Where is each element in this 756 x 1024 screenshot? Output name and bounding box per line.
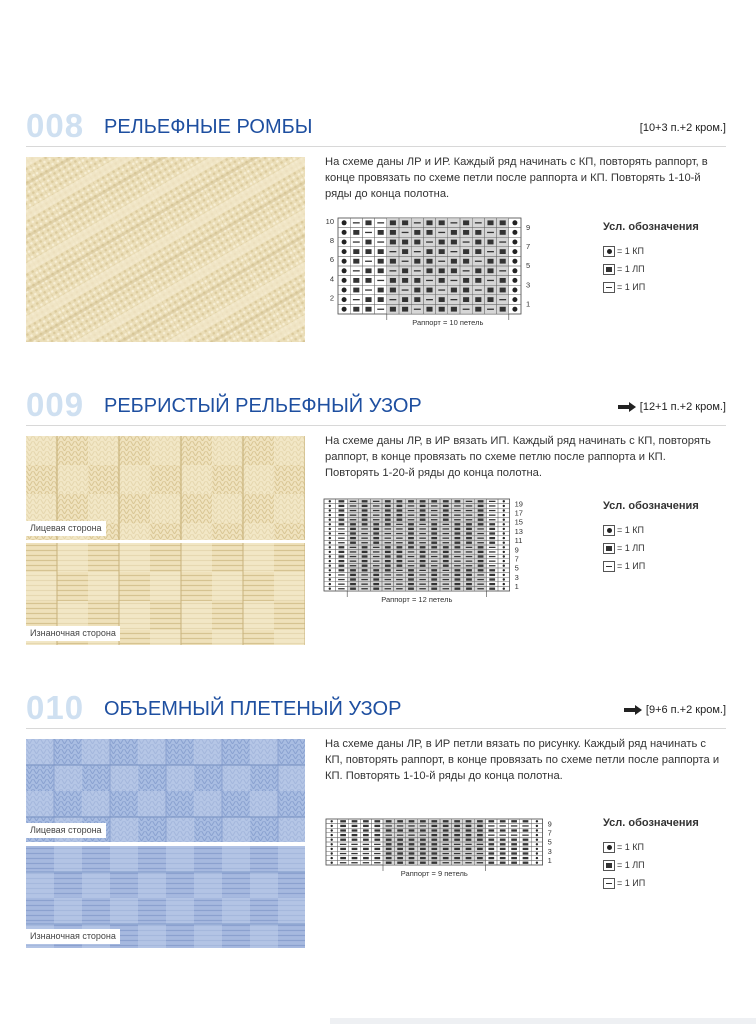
row-label-right: 9 <box>514 545 519 555</box>
knit-photo-front <box>26 436 305 540</box>
row-label-right: 7 <box>526 242 531 251</box>
pattern-section-010 <box>0 690 756 950</box>
row-label-left: 10 <box>325 216 334 226</box>
photo-caption: Лицевая сторона <box>26 823 106 838</box>
knitting-chart <box>318 497 548 616</box>
row-label-left: 4 <box>329 274 334 284</box>
row-label-right: 1 <box>526 299 531 309</box>
row-label-left: 2 <box>329 293 334 303</box>
chart-grid <box>318 817 552 887</box>
row-label-right: 9 <box>547 819 552 829</box>
section-header <box>26 108 726 148</box>
row-label-right: 17 <box>514 508 523 518</box>
legend-title: Усл. обозначения <box>603 221 699 233</box>
row-label-right: 19 <box>514 499 523 509</box>
knit-photo-front <box>26 739 305 842</box>
row-label-left: 8 <box>329 236 334 245</box>
header-divider <box>26 425 726 426</box>
stitch-count-text: [10+3 п.+2 кром.] <box>639 122 726 134</box>
pattern-section-009 <box>0 387 756 647</box>
pattern-number: 009 <box>26 386 85 423</box>
edge-stitch-icon <box>603 525 615 536</box>
pattern-description: На схеме даны ЛР и ИР. Каждый ряд начинать с КП, повторять раппорт, в конце провязать по схеме петли после раппорта и КП. Повторять 1-10-й ряды до конца полотна. <box>325 156 708 200</box>
stitch-count <box>618 400 726 414</box>
row-label-right: 1 <box>547 856 552 866</box>
knit-photo-back <box>26 543 305 645</box>
knit-stitch-icon <box>603 543 615 554</box>
purl-stitch-icon <box>603 561 615 572</box>
knit-stitch-icon <box>603 264 615 275</box>
stitch-count-text: [9+6 п.+2 кром.] <box>645 704 726 716</box>
legend-item-lp: = 1 ЛП <box>603 260 699 278</box>
pattern-section-008 <box>0 108 756 348</box>
knit-stitch-icon <box>603 860 615 871</box>
row-label-right: 5 <box>526 261 531 271</box>
arrow-right-icon <box>618 402 636 412</box>
row-label-right: 3 <box>547 846 552 856</box>
legend-title: Усл. обозначения <box>603 500 699 512</box>
pattern-description: На схеме даны ЛР, в ИР вязать ИП. Каждый ряд начинать с КП, повторять раппорт, в конце провязать по схеме петлю после раппорта и КП. Повторять 1-20-й ряды до конца полотна. <box>325 435 711 479</box>
page-footer-bar <box>330 1018 756 1024</box>
legend-item-ip: = 1 ИП <box>603 874 699 892</box>
symbol-legend <box>603 220 699 296</box>
symbol-legend <box>603 499 699 575</box>
diamond-texture-image <box>26 157 305 342</box>
row-label-right: 5 <box>547 837 552 847</box>
photo-caption: Изнаночная сторона <box>26 929 120 944</box>
legend-item-lp: = 1 ЛП <box>603 539 699 557</box>
row-label-right: 7 <box>547 828 552 838</box>
stitch-count-text: [12+1 п.+2 кром.] <box>639 401 726 413</box>
pattern-title: ОБЪЕМНЫЙ ПЛЕТЕНЫЙ УЗОР <box>104 698 402 720</box>
row-label-right: 3 <box>526 280 531 290</box>
knitting-chart <box>318 216 548 341</box>
legend-item-kp: = 1 КП <box>603 242 699 260</box>
legend-item-kp: = 1 КП <box>603 838 699 856</box>
purl-stitch-icon <box>603 878 615 889</box>
row-label-right: 1 <box>514 582 519 592</box>
row-label-right: 9 <box>526 222 531 232</box>
row-label-right: 15 <box>514 517 523 527</box>
purl-stitch-icon <box>603 282 615 293</box>
photo-caption: Изнаночная сторона <box>26 626 120 641</box>
row-label-right: 3 <box>514 572 519 582</box>
repeat-label: Раппорт = 10 петель <box>412 318 484 327</box>
row-label-right: 5 <box>514 563 519 573</box>
stitch-count <box>624 703 726 717</box>
row-label-left: 6 <box>329 255 334 265</box>
row-label-right: 13 <box>514 526 523 536</box>
repeat-label: Раппорт = 12 петель <box>381 595 453 604</box>
legend-item-ip: = 1 ИП <box>603 278 699 296</box>
legend-item-ip: = 1 ИП <box>603 557 699 575</box>
header-divider <box>26 728 726 729</box>
chart-grid <box>318 216 548 336</box>
section-header <box>26 387 726 427</box>
header-divider <box>26 146 726 147</box>
stitch-count <box>640 121 726 135</box>
chart-grid <box>318 497 548 611</box>
knitting-chart <box>318 817 552 892</box>
photo-caption: Лицевая сторона <box>26 521 106 536</box>
symbol-legend <box>603 816 699 892</box>
pattern-number: 010 <box>26 689 85 726</box>
pattern-description: На схеме даны ЛР, в ИР петли вязать по рисунку. Каждый ряд начинать с КП, повторять раппорт, в конце провязать по схеме петли после раппорта и КП. Повторять 1-10-й ряды до конца полотна. <box>325 738 720 782</box>
legend-item-lp: = 1 ЛП <box>603 856 699 874</box>
legend-item-kp: = 1 КП <box>603 521 699 539</box>
row-label-right: 7 <box>514 554 519 564</box>
section-header <box>26 690 726 730</box>
pattern-number: 008 <box>26 107 85 144</box>
knit-photo-back <box>26 846 305 948</box>
pattern-title: РЕБРИСТЫЙ РЕЛЬЕФНЫЙ УЗОР <box>104 395 422 417</box>
row-label-right: 11 <box>514 536 523 546</box>
edge-stitch-icon <box>603 842 615 853</box>
repeat-label: Раппорт = 9 петель <box>400 869 468 878</box>
arrow-right-icon <box>624 705 642 715</box>
legend-title: Усл. обозначения <box>603 817 699 829</box>
edge-stitch-icon <box>603 246 615 257</box>
knit-photo <box>26 157 305 342</box>
pattern-title: РЕЛЬЕФНЫЕ РОМБЫ <box>104 116 313 138</box>
